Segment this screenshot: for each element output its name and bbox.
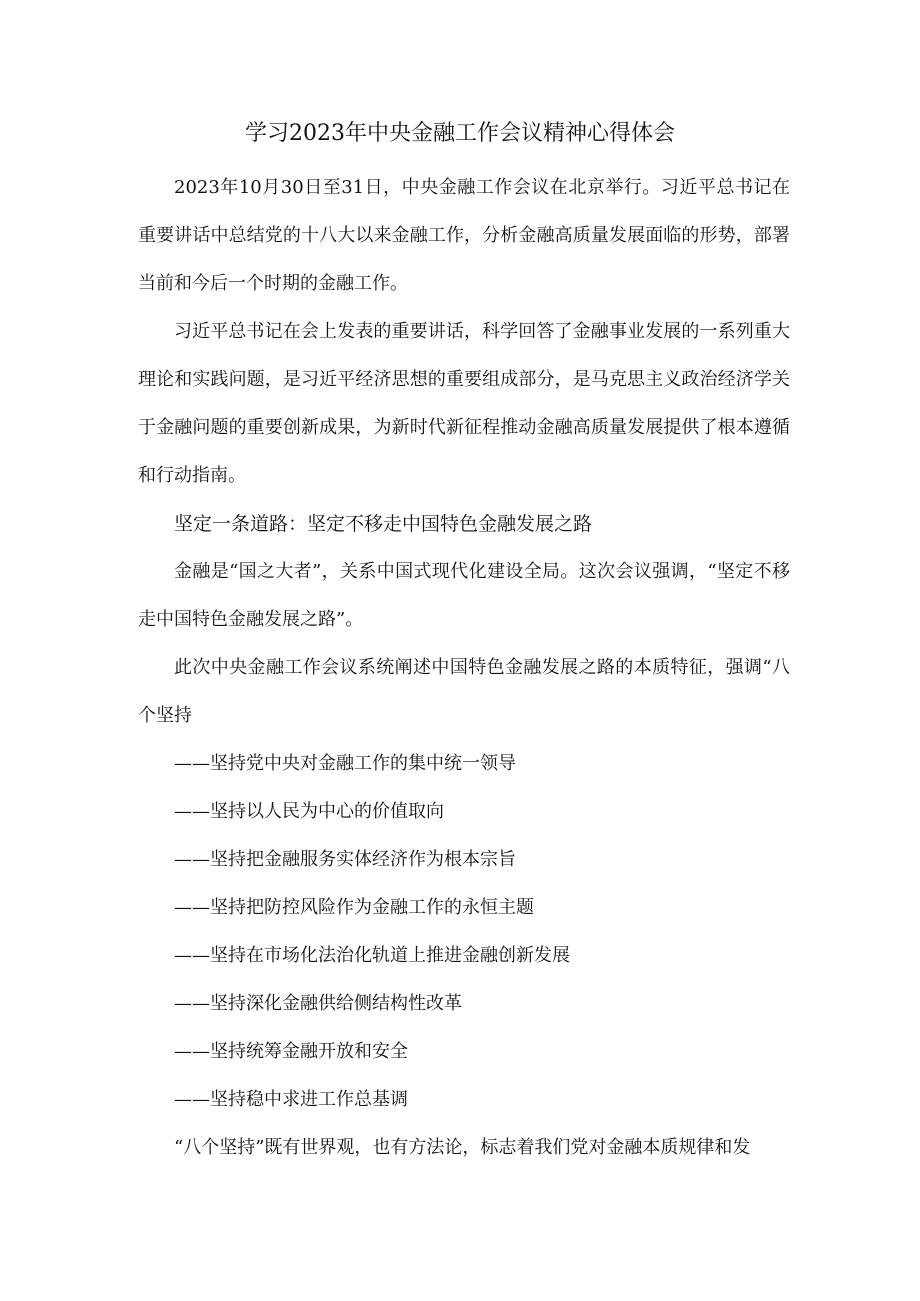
document-title: 学习2023年中央金融工作会议精神心得体会 (245, 121, 675, 146)
paragraph-finance-importance: 金融是“国之大者”，关系中国式现代化建设全局。这次会议强调，“坚定不移走中国特色金融发展之路”。 (138, 561, 790, 630)
list-item: ——坚持以人民为中心的价值取向 (174, 801, 444, 822)
list-item: ——坚持深化金融供给侧结构性改革 (174, 993, 462, 1014)
list-item: ——坚持稳中求进工作总基调 (174, 1089, 408, 1110)
paragraph-eight-adherences-intro: 此次中央金融工作会议系统阐述中国特色金融发展之路的本质特征，强调“八个坚持 (138, 657, 790, 726)
paragraph-speech-significance: 习近平总书记在会上发表的重要讲话，科学回答了金融事业发展的一系列重大理论和实践问题，是习近平经济思想的重要组成部分，是马克思主义政治经济学关于金融问题的重要创新成果，为新时代新征程推动金融高质量发展提供了根本遵循和行动指南。 (138, 321, 790, 486)
paragraph-meeting-intro: 2023年10月30日至31日，中央金融工作会议在北京举行。习近平总书记在重要讲话中总结党的十八大以来金融工作，分析金融高质量发展面临的形势，部署当前和今后一个时期的金融工作。 (138, 177, 790, 294)
list-item: ——坚持党中央对金融工作的集中统一领导 (174, 753, 516, 774)
paragraph-eight-adherences-summary: “八个坚持”既有世界观，也有方法论，标志着我们党对金融本质规律和发 (174, 1137, 751, 1158)
list-item: ——坚持把防控风险作为金融工作的永恒主题 (174, 897, 534, 918)
list-item: ——坚持把金融服务实体经济作为根本宗旨 (174, 849, 516, 870)
list-item: ——坚持统筹金融开放和安全 (174, 1041, 408, 1062)
section-heading: 坚定一条道路：坚定不移走中国特色金融发展之路 (174, 513, 593, 535)
list-item: ——坚持在市场化法治化轨道上推进金融创新发展 (174, 945, 570, 966)
